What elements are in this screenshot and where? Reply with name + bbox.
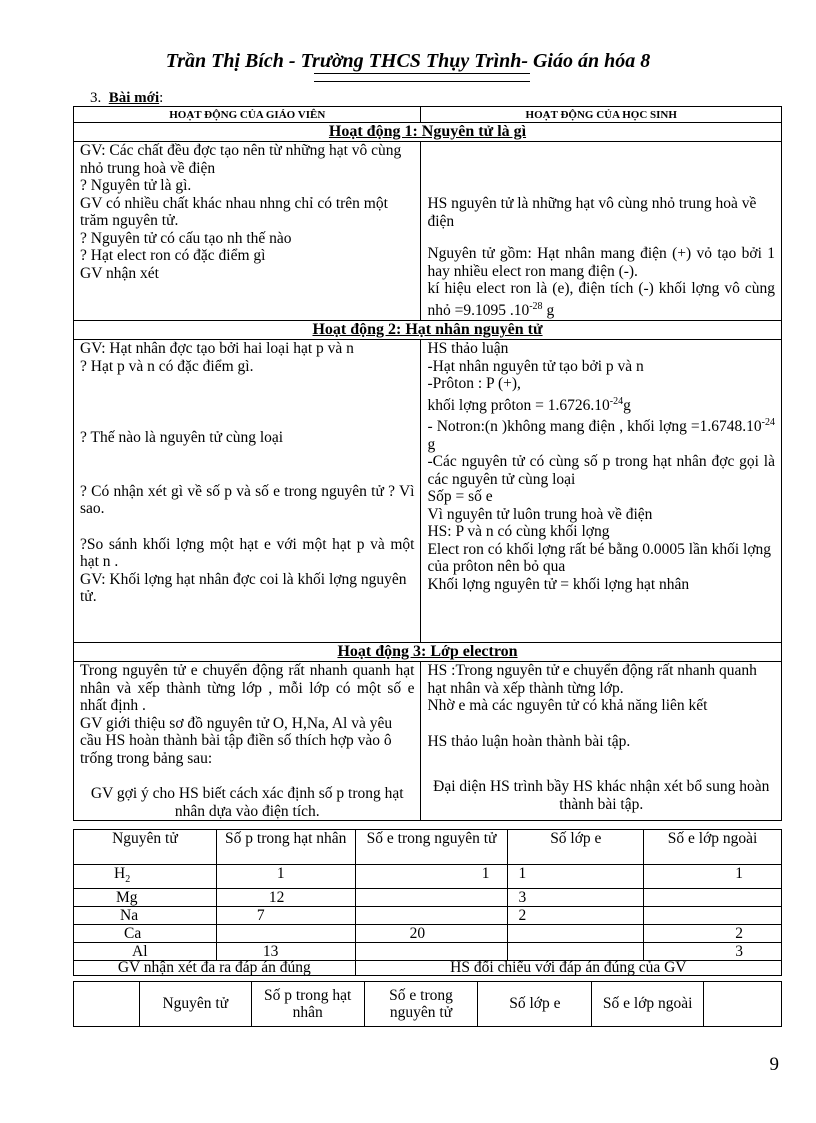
atom-cell: 1 (644, 865, 782, 889)
student-text: HS thảo luận (427, 340, 509, 357)
blank-table-header: Số e trong nguyên tử (364, 982, 478, 1027)
student-text: HS nguyên tử là những hạt vô cùng nhỏ trung hoà về điện (427, 195, 757, 230)
activity1-title: Hoạt động 1: Nguyên tử là gì (328, 123, 527, 140)
atom-cell: 2 (644, 925, 782, 943)
student-text: Sốp = số e (427, 488, 493, 506)
atom-table-row (74, 943, 782, 961)
atom-table-summary-row (74, 961, 782, 976)
activity2-teacher-cell (74, 340, 421, 643)
teacher-text: ? Nguyên tử là gì. (80, 177, 192, 194)
atom-table (73, 829, 782, 976)
activity1-row (74, 142, 782, 321)
student-text: HS thảo luận hoàn thành bài tập. (427, 732, 631, 750)
atom-cell: Al (74, 943, 217, 961)
unit: g (427, 435, 436, 453)
teacher-text: ? Nguyên tử có cấu tạo nh thế nào (80, 229, 292, 247)
student-text: Nhờ e mà các nguyên tử có khả năng liên kết (427, 697, 708, 714)
subscript: 2 (125, 874, 131, 886)
atom-cell (355, 943, 508, 961)
student-column-header: HOẠT ĐỘNG CỦA HỌC SINH (421, 107, 782, 123)
teacher-text: ?So sánh khối lợng một hạt e với một hạt p và một hạt n . (80, 535, 415, 570)
atom-cell: 3 (508, 889, 644, 907)
atom-cell: $H_2$ (74, 865, 217, 889)
atom-cell (644, 889, 782, 907)
teacher-text: GV: Các chất đều đợc tạo nên từ những hạt vô cùng nhỏ trung hoà về điện (80, 142, 402, 177)
student-text (427, 414, 775, 453)
student-text: HS: P và n có cùng khối lợng (427, 523, 610, 541)
section-number: 3. (90, 90, 102, 106)
student-text: -Hạt nhân nguyên tử tạo bởi p và n (427, 357, 644, 375)
student-text: HS :Trong nguyên tử e chuyển động rất nhanh quanh hạt nhân và xếp thành từng lớp. (427, 662, 757, 697)
blank-table-header: Nguyên tử (139, 982, 251, 1027)
atom-table-header-row (74, 830, 782, 865)
column-header-row (74, 107, 782, 123)
activity2-title-row (74, 321, 782, 340)
student-text (427, 280, 775, 319)
atom-table-row (74, 889, 782, 907)
teacher-text: GV: Khối lợng hạt nhân đợc coi là khối lợng nguyên tử. (80, 570, 407, 605)
student-text: Đại diện HS trình bầy HS khác nhận xét bổ sung hoàn thành bài tập. (433, 778, 770, 813)
blank-cell (74, 982, 140, 1027)
atom-cell: 3 (644, 943, 782, 961)
activity3-teacher-cell (74, 662, 421, 821)
atom-cell (355, 907, 508, 925)
atom-cell (644, 907, 782, 925)
atom-cell (508, 943, 644, 961)
atom-cell: Ca (74, 925, 217, 943)
atom-cell (216, 925, 355, 943)
atom-cell: Na (74, 907, 217, 925)
electron-mass-text: kí hiệu elect ron là (e), điện tích (-) khối lợng vô cùng nhỏ =9.1095 .10 (427, 280, 775, 319)
student-text (427, 393, 775, 415)
atom-table-header: Số p trong hạt nhân (216, 830, 355, 865)
teacher-column-header: HOẠT ĐỘNG CỦA GIÁO VIÊN (74, 107, 421, 123)
teacher-text: ? Thế nào là nguyên tử cùng loại (80, 429, 284, 446)
blank-table-header: Số e lớp ngoài (592, 982, 704, 1027)
neutron-mass-text: - Notron:(n )không mang điện , khối lợng =1.6748.10 (427, 418, 762, 436)
teacher-text: GV có nhiều chất khác nhau nhng chỉ có trên một trăm nguyên tử. (80, 194, 388, 229)
exponent: -24 (761, 417, 775, 429)
activity1-title-row (74, 123, 782, 142)
blank-cell (704, 982, 782, 1027)
teacher-text: ? Hạt p và n có đặc điểm gì. (80, 357, 254, 375)
page-number: 9 (769, 1054, 779, 1075)
exponent: -28 (529, 300, 543, 312)
student-text: -Prôton : P (+), (427, 375, 521, 392)
activity2-student-cell (421, 340, 782, 643)
atom-cell: 12 (216, 889, 355, 907)
blank-atom-table (73, 981, 782, 1027)
section-heading (90, 90, 163, 107)
student-text: Khối lợng nguyên tử = khối lợng hạt nhân (427, 575, 690, 593)
unit: g (623, 396, 631, 414)
blank-table-header: Số lớp e (478, 982, 592, 1027)
atom-table-header: Số lớp e (508, 830, 644, 865)
summary-teacher: GV nhận xét đa ra đáp án đúng (74, 961, 356, 976)
teacher-text: ? Có nhận xét gì về số p và số e trong nguyên tử ? Vì sao. (80, 482, 415, 517)
atom-table-row (74, 907, 782, 925)
activity1-student-cell (421, 142, 782, 321)
atom-cell (508, 925, 644, 943)
atom-table-header: Số e lớp ngoài (644, 830, 782, 865)
teacher-text: GV giới thiệu sơ đồ nguyên tử O, H,Na, Al và yêu cầu HS hoàn thành bài tập điền số thích hợp vào ô trống trong bảng sau: (80, 714, 393, 767)
student-text: Elect ron có khối lợng rất bé bằng 0.0005 lần khối lợng của prôton nên bỏ qua (427, 540, 772, 576)
blank-table-header-row (74, 982, 782, 1027)
summary-student: HS đối chiếu với đáp án đúng của GV (355, 961, 781, 976)
activity2-row (74, 340, 782, 643)
student-text: Nguyên tử gồm: Hạt nhân mang điện (+) vỏ tạo bởi 1 hay nhiều elect ron mang điện (-). (427, 245, 775, 280)
teacher-text: GV nhận xét (80, 264, 159, 282)
proton-mass-text: khối lợng prôton = 1.6726.10 (427, 396, 610, 414)
atom-cell: Mg (74, 889, 217, 907)
blank-table-header: Số p trong hạt nhân (251, 982, 364, 1027)
section-title: Bài mới (108, 90, 160, 106)
teacher-text: Trong nguyên tử e chuyển động rất nhanh quanh hạt nhân và xếp thành từng lớp , mỗi lớp có một số e nhất định . (80, 662, 415, 714)
atom-table-row (74, 865, 782, 889)
atom-table-header: Nguyên tử (74, 830, 217, 865)
atom-cell: 7 (216, 907, 355, 925)
activity3-title-row (74, 643, 782, 662)
section-colon: : (159, 90, 164, 106)
atom-cell: 1 (508, 865, 644, 889)
atom-cell: 2 (508, 907, 644, 925)
exponent: -24 (609, 395, 624, 407)
student-text: -Các nguyên tử có cùng số p trong hạt nhân đợc gọi là các nguyên tử cùng loại (427, 453, 775, 488)
atom-cell: 1 (216, 865, 355, 889)
activity1-teacher-cell (74, 142, 421, 321)
atom-cell: 13 (216, 943, 355, 961)
teacher-text: GV: Hạt nhân đợc tạo bởi hai loại hạt p và n (80, 340, 354, 357)
header-divider (314, 73, 530, 82)
atom-table-header: Số e trong nguyên tử (355, 830, 508, 865)
teacher-text: GV gợi ý cho HS biết cách xác định số p trong hạt nhân dựa vào điện tích. (90, 785, 404, 820)
activity3-student-cell (421, 662, 782, 821)
student-text: Vì nguyên tử luôn trung hoà về điện (427, 505, 653, 523)
atom-table-row (74, 925, 782, 943)
lesson-table (73, 106, 782, 821)
teacher-text: ? Hạt elect ron có đặc điểm gì (80, 247, 266, 264)
activity2-title: Hoạt động 2: Hạt nhân nguyên tử (312, 321, 543, 338)
activity3-title: Hoạt động 3: Lớp electron (337, 643, 518, 660)
atom-cell: 20 (355, 925, 508, 943)
page-header: Trần Thị Bích - Trường THCS Thụy Trình- Giáo án hóa 8 (165, 50, 651, 72)
unit: g (542, 301, 555, 319)
atom-cell: 1 (355, 865, 508, 889)
activity3-row (74, 662, 782, 821)
atom-cell (355, 889, 508, 907)
